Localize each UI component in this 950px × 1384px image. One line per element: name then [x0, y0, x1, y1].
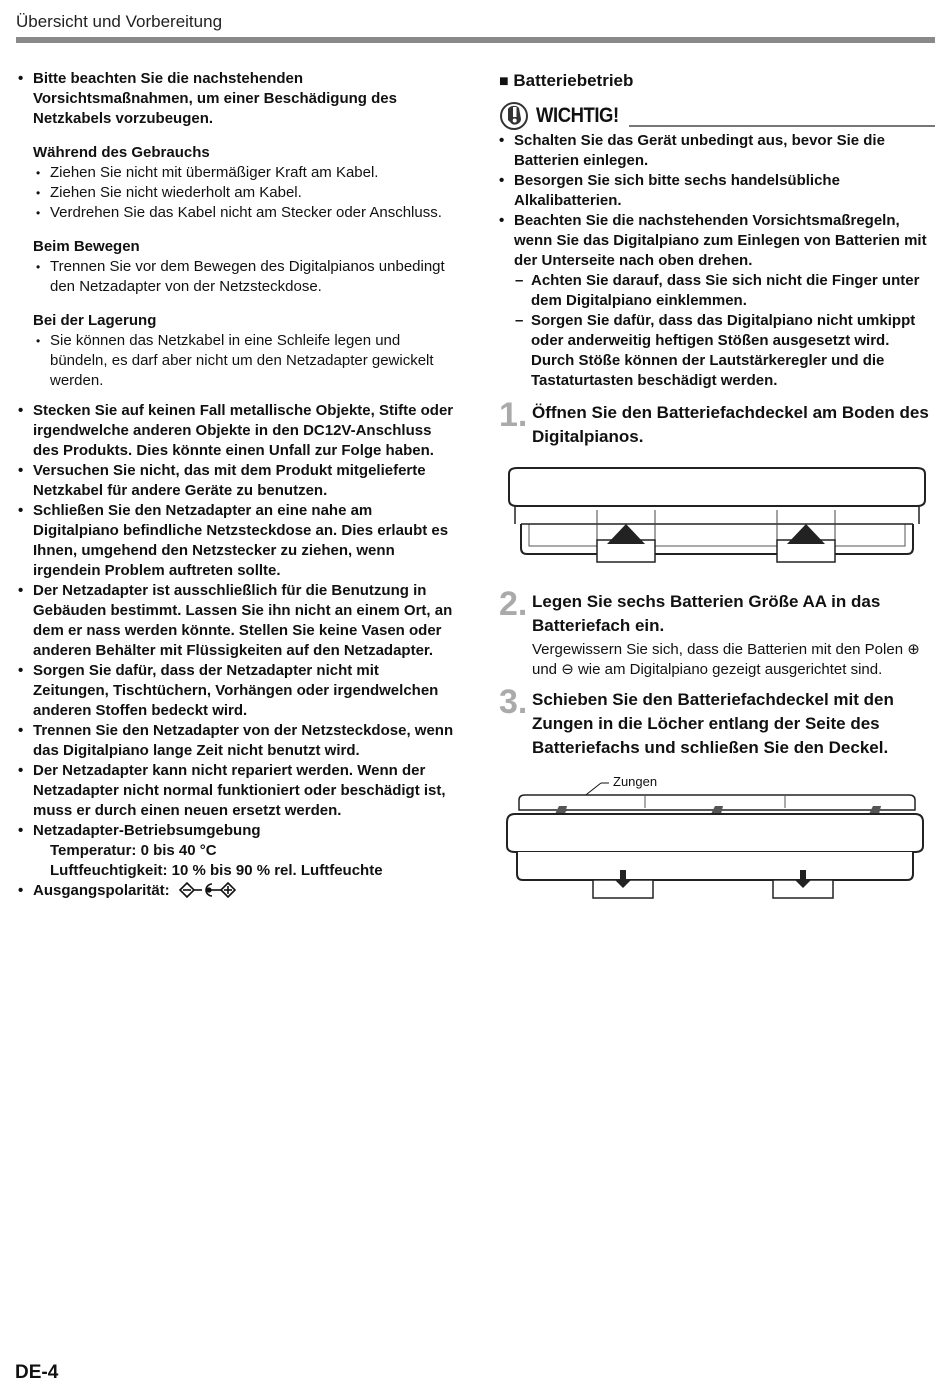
dash-item: – Sorgen Sie dafür, dass das Digitalpiano nicht umkippt oder anderweitig heftigen Stößen ausgesetzt wird. Durch Stöße können der Lautstärkeregler und die Tastaturtasten beschädigt werden.	[499, 311, 935, 391]
bullet-output-polarity	[18, 881, 458, 901]
bullet-item: • Der Netzadapter ist ausschließlich für die Benutzung in Gebäuden bestimmt. Lassen Sie ihn nicht an einem Ort, an dem er nass werden könnte. Stellen Sie keine Vasen oder anderen Behälter mit Flüssigkeiten auf den Netzadapter.	[18, 581, 458, 661]
page-number: DE-4	[15, 1362, 59, 1383]
subsection-heading: Während des Gebrauchs	[33, 144, 210, 161]
bullet-item: • Schließen Sie den Netzadapter an eine nahe am Digitalpiano befindliche Netzsteckdose an. Dies erlaubt es Ihnen, umgehend den Netzstecker zu ziehen, wenn irgendein Problem auftreten sollte.	[18, 501, 458, 581]
polarity-label: Ausgangspolarität:	[33, 882, 170, 899]
plus-pole-icon: ⊕	[907, 641, 920, 658]
battery-cover-close-figure	[505, 770, 935, 906]
sub-bullet-item: • Ziehen Sie nicht wiederholt am Kabel.	[33, 183, 458, 203]
step-1	[499, 396, 935, 449]
section-heading	[499, 70, 935, 93]
sub-bullet-item: • Ziehen Sie nicht mit übermäßiger Kraft am Kabel.	[33, 163, 458, 183]
bullet-item: • Schalten Sie das Gerät unbedingt aus, bevor Sie die Batterien einlegen.	[499, 131, 935, 171]
step-text: Öffnen Sie den Batteriefachdeckel am Boden des Digitalpianos.	[532, 403, 929, 446]
subsection-during-use	[33, 143, 458, 223]
important-banner	[499, 101, 935, 131]
bullet-item: • Der Netzadapter kann nicht repariert werden. Wenn der Netzadapter nicht normal funktioniert oder beschädigt ist, muss er durch einen neuen ersetzt werden.	[18, 761, 458, 821]
step-number: 2.	[499, 585, 528, 623]
bullet-item: • Beachten Sie die nachstehenden Vorsichtsmaßregeln, wenn Sie das Digitalpiano zum Einlegen von Batterien mit der Unterseite nach oben drehen.	[499, 211, 935, 271]
env-title: • Netzadapter-Betriebsumgebung	[33, 822, 261, 839]
env-humidity: Luftfeuchtigkeit: 10 % bis 90 % rel. Luftfeuchte	[50, 862, 383, 879]
polarity-symbol-icon	[178, 881, 240, 899]
step-number: 3.	[499, 683, 528, 721]
tongues-label: Zungen	[613, 774, 658, 789]
header-rule	[16, 37, 935, 43]
important-label: WICHTIG!	[536, 104, 619, 127]
left-column	[18, 69, 458, 901]
bullet-item: • Sorgen Sie dafür, dass der Netzadapter nicht mit Zeitungen, Tischtüchern, Vorhängen oder irgendwelchen anderen Stoffen bedeckt wird.	[18, 661, 458, 721]
subsection-heading: Bei der Lagerung	[33, 312, 157, 329]
section-title: Batteriebetrieb	[513, 71, 634, 90]
step-3	[499, 683, 935, 760]
right-column	[499, 69, 935, 906]
step-text: Schieben Sie den Batteriefachdeckel mit den Zungen in die Löcher entlang der Seite des Batteriefachs und schließen Sie den Deckel.	[532, 690, 894, 757]
sub-bullet-item: • Sie können das Netzkabel in eine Schleife legen und bündeln, es darf aber nicht um den Netzadapter gewickelt werden.	[33, 331, 458, 391]
bullet-item: • Versuchen Sie nicht, das mit dem Produkt mitgelieferte Netzkabel für andere Geräte zu benutzen.	[18, 461, 458, 501]
important-bullet-list	[499, 131, 935, 391]
step-desc-part: wie am Digitalpiano gezeigt ausgerichtet sind.	[577, 661, 883, 678]
step-2	[499, 585, 935, 680]
step-number: 1.	[499, 396, 528, 434]
battery-cover-open-figure	[507, 466, 927, 566]
bullet-item: • Bitte beachten Sie die nachstehenden Vorsichtsmaßnahmen, um einer Beschädigung des Netzkabels vorzubeugen.	[18, 69, 458, 129]
bullet-item: • Stecken Sie auf keinen Fall metallische Objekte, Stifte oder irgendwelche anderen Objekte in den DC12V-Anschluss des Produkts. Dies könnte einen Unfall zur Folge haben.	[18, 401, 458, 461]
bullet-item: • Besorgen Sie sich bitte sechs handelsübliche Alkalibatterien.	[499, 171, 935, 211]
env-temperature: Temperatur: 0 bis 40 °C	[50, 842, 217, 859]
important-rule	[629, 125, 935, 127]
bullet-operating-environment	[18, 821, 458, 881]
step-desc-part: und	[532, 661, 558, 678]
step-text: Legen Sie sechs Batterien Größe AA in das Batteriefach ein.	[532, 592, 881, 635]
subsection-moving	[33, 237, 458, 297]
bullet-list	[18, 401, 458, 901]
subsection-heading: Beim Bewegen	[33, 238, 140, 255]
square-bullet-icon: ■	[499, 73, 509, 90]
sub-bullet-item: • Verdrehen Sie das Kabel nicht am Stecker oder Anschluss.	[33, 203, 458, 223]
subsection-storage	[33, 311, 458, 391]
step-desc-part: Vergewissern Sie sich, dass die Batterien mit den Polen	[532, 641, 904, 658]
minus-pole-icon: ⊖	[561, 661, 574, 678]
sub-bullet-item: • Trennen Sie vor dem Bewegen des Digitalpianos unbedingt den Netzadapter von der Netzsteckdose.	[33, 257, 458, 297]
page-header-title: Übersicht und Vorbereitung	[16, 12, 223, 31]
step-description	[532, 640, 935, 680]
warning-hand-icon	[499, 101, 531, 131]
bullet-item: • Trennen Sie den Netzadapter von der Netzsteckdose, wenn das Digitalpiano lange Zeit nicht benutzt wird.	[18, 721, 458, 761]
dash-item: – Achten Sie darauf, dass Sie sich nicht die Finger unter dem Digitalpiano einklemmen.	[499, 271, 935, 311]
